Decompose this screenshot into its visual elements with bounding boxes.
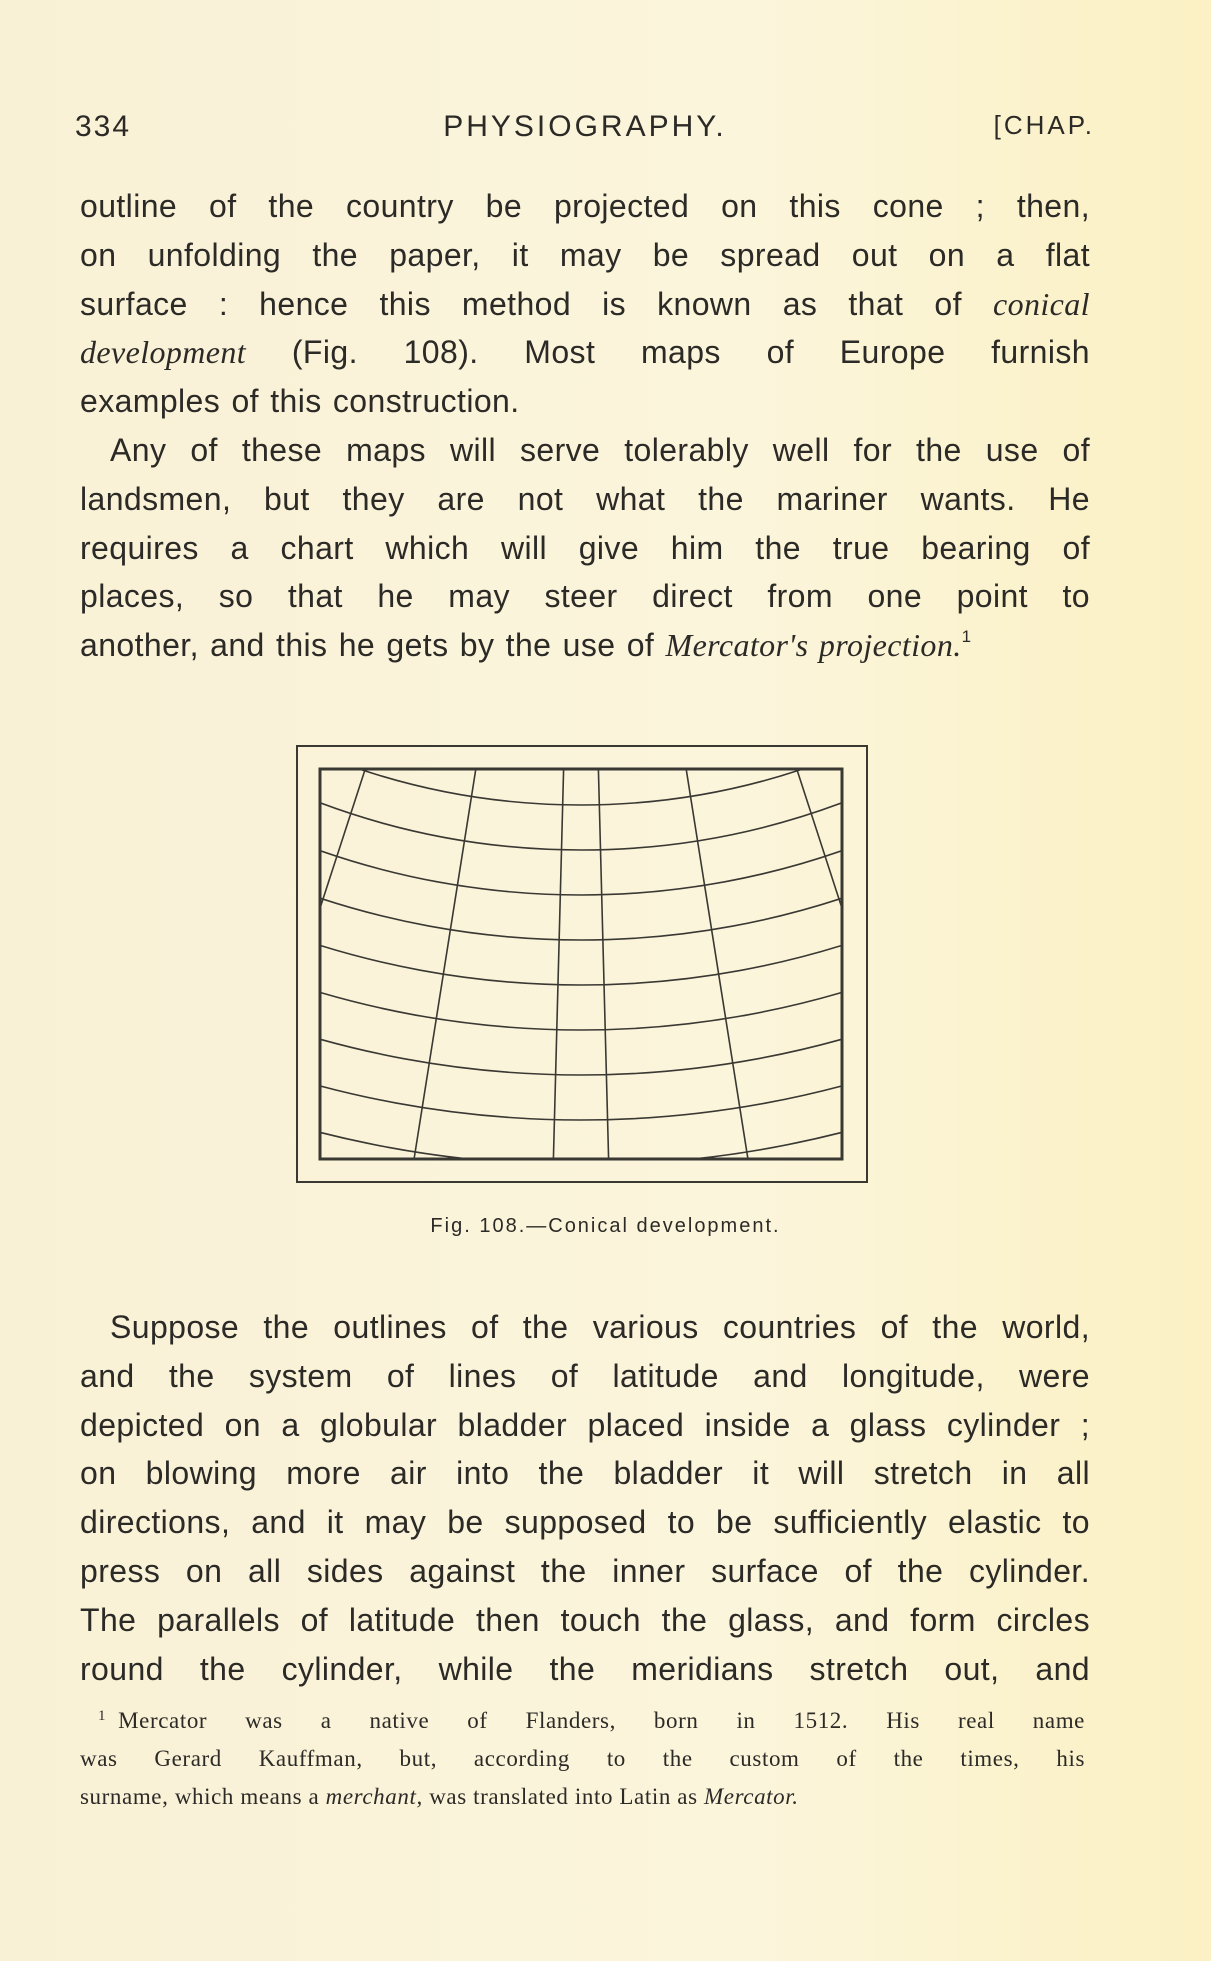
italic-term: development [80, 334, 247, 371]
text-line: examples of this construction. [80, 383, 520, 420]
text-line: and the system of lines of latitude and longitude, were [80, 1357, 1090, 1394]
footnote-line: surname, which means a merchant, was translated into Latin as Mercator. [80, 1784, 799, 1809]
chapter-mark: [CHAP. [993, 110, 1095, 140]
text-line: Suppose the outlines of the various countries of the world, [110, 1309, 1090, 1345]
running-title: PHYSIOGRAPHY. [443, 110, 727, 143]
meridian-line [296, 745, 383, 1185]
text-line: round the cylinder, while the meridians stretch out, and [80, 1650, 1090, 1687]
text-line: Any of these maps will serve tolerably well for the use of [110, 432, 1090, 468]
italic-term: Mercator's projection. [665, 627, 962, 664]
footnote-line: $^1$ Mercator was a native of Flanders, born in 1512. His real name [98, 1708, 1085, 1733]
meridian-line [681, 745, 769, 1185]
text-line: surface : hence this method is known as that of conical [80, 285, 1090, 322]
footnote [80, 1697, 1085, 1816]
text-line: The parallels of latitude then touch the glass, and form circles [80, 1601, 1090, 1638]
text-line: outline of the country be projected on this cone ; then, [80, 188, 1090, 224]
conical-development-figure [296, 745, 870, 1185]
footnote-line: was Gerard Kauffman, but, according to the custom of the times, his [80, 1746, 1085, 1771]
italic-term: Mercator. [704, 1784, 799, 1809]
text-line: another, and this he gets by the use of Mercator's projection.$^1$ [80, 627, 972, 664]
italic-term: merchant, [325, 1784, 423, 1809]
parallel-arc [296, 745, 870, 850]
paragraph-conical [80, 182, 1090, 426]
paragraph-bladder [80, 1303, 1090, 1693]
paragraph-mariner [80, 426, 1090, 670]
parallel-arc [296, 745, 870, 1165]
text-line: depicted on a globular bladder placed inside a glass cylinder ; [80, 1406, 1090, 1443]
parallel-arc [296, 745, 870, 1185]
parallel-arc [296, 745, 870, 1120]
page-number: 334 [75, 110, 132, 143]
running-head [75, 110, 1095, 150]
parallel-arc [296, 745, 870, 985]
text-line: places, so that he may steer direct from one point to [80, 578, 1090, 615]
footnote-reference: 1 [961, 627, 972, 647]
text-line: landsmen, but they are not what the mariner wants. He [80, 480, 1090, 517]
footnote-mark: 1 [98, 1708, 107, 1724]
text-line: on unfolding the paper, it may be spread out on a flat [80, 236, 1090, 273]
text-line: directions, and it may be supposed to be sufficiently elastic to [80, 1504, 1090, 1541]
text-line: on blowing more air into the bladder it will stretch in all [80, 1455, 1090, 1492]
figure-outer-frame [297, 746, 867, 1182]
text-line: press on all sides against the inner surface of the cylinder. [80, 1552, 1090, 1589]
meridian-line [779, 745, 870, 1185]
parallel-arc [296, 745, 870, 1075]
parallel-arc [296, 745, 870, 1030]
text-line: requires a chart which will give him the true bearing of [80, 529, 1090, 566]
parallel-arc [296, 745, 870, 805]
meridian-line [393, 745, 481, 1185]
figure-caption: Fig. 108.—Conical development. [430, 1215, 781, 1237]
text-line: development (Fig. 108). Most maps of Europe furnish [80, 334, 1090, 371]
italic-term: conical [992, 285, 1090, 322]
graticule [296, 745, 870, 1185]
